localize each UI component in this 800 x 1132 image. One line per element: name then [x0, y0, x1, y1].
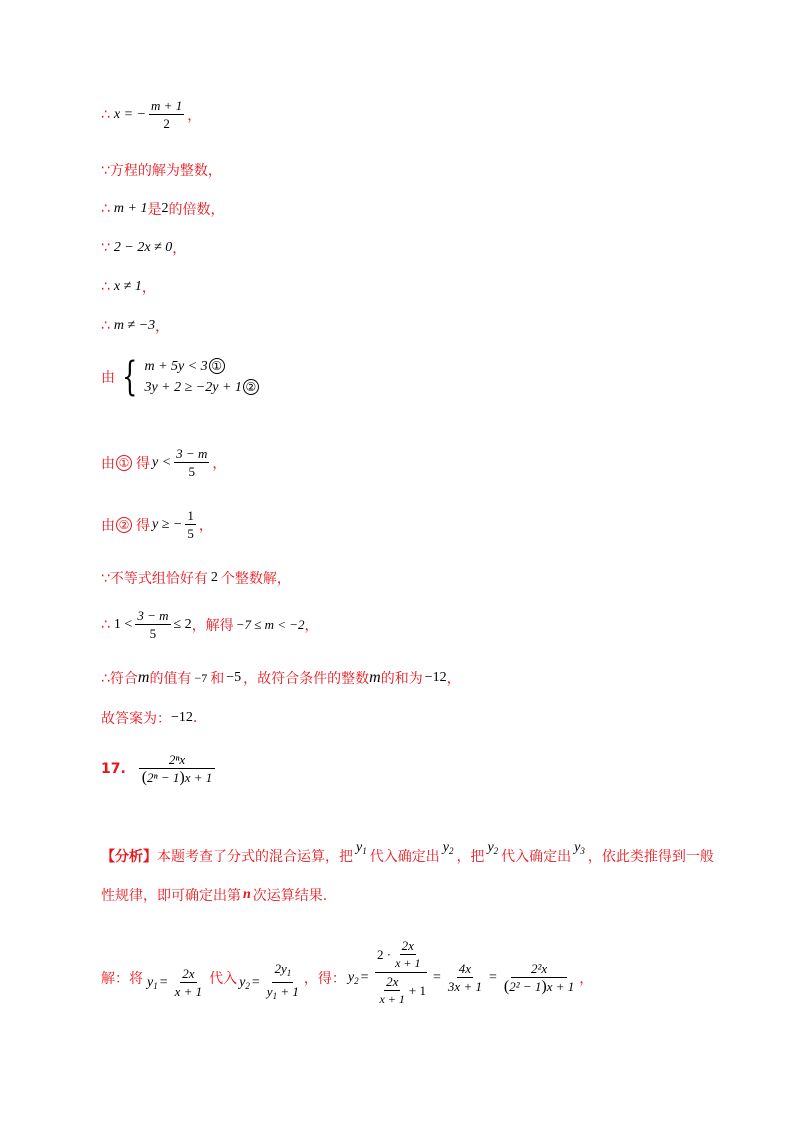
complex-fraction: 2 · $\frac{2x}{x + 1}$ $\frac{2x}{x + 1}$ + 1	[376, 938, 427, 1006]
line-from-1: 由 ① 得 y < $\frac{3 - m}{5}$ ，	[101, 446, 227, 479]
line-x-neq-1: ∴ x ≠ 1 ，	[101, 279, 156, 296]
therefore-symbol: ∴	[101, 106, 110, 123]
answer-17: 17. $\frac{\text{2ⁿx}}{\text{(2ⁿ − 1)x + 1}}$	[101, 752, 218, 785]
line-range-m: ∴ 1 < $\frac{3 - m}{5}$ ≤ 2 ，解得 −7 ≤ m < −2 ，	[101, 608, 319, 641]
line-integer-solution: ∵方程的解为整数，	[101, 163, 222, 179]
analysis-line-2: 性规律，即可确定出第 n 次运算结果.	[101, 887, 328, 904]
line-two-integer-solutions: ∵不等式组恰好有 2 个整数解，	[101, 570, 291, 587]
math-lhs: x = −	[113, 106, 147, 122]
left-brace: {	[122, 354, 138, 400]
line-from-2: 由 ② 得 y ≥ − $\frac{1}{5}$ ，	[101, 508, 213, 541]
question-number: 17.	[101, 760, 126, 777]
line-answer: 故答案为： −12 .	[101, 710, 198, 727]
line-sum-of-m: ∴符合 m 的值有 −7 和 −5 ，故符合条件的整数 m 的和为 −12 ，	[101, 669, 461, 687]
line-m-neq-minus3: ∴ m ≠ −3 ，	[101, 318, 170, 335]
solution-line: 解：将 $y_1$ = $\frac{2x}{x + 1}$ 代入 $y_2$ = $\frac{2y_1}{y_1 + 1}$ ，得： $y_2$ = 2 · $\frac{2x}{x + 1}$ $\frac{2x}{x + 1}$ + 1 = $\frac{4x}{3x + 1}$ = $\frac{\text{2²x}}{\text{(2² − 1)x + 1}}$ ，	[101, 938, 594, 1006]
line-x-eq: ∴ x = − $\frac{m + 1}{2}$ ，	[101, 98, 202, 131]
inequality-system: 由 { m + 5y < 3 ① 3y + 2 ≥ −2y + 1 ②	[101, 356, 259, 398]
analysis-line-1: 【分析】 本题考查了分式的混合运算，把 $y_1$ 代入确定出 $y_2$ ，把 $y_2$ 代入确定出 $y_3$ ，依此类推得到一般	[101, 840, 714, 865]
line-multiple-of-2: ∴ m + 1 是 2 的倍数，	[101, 201, 225, 218]
fraction: $\frac{m + 1}{2}$	[151, 98, 183, 131]
line-2-2x-neq-0: ∵ 2 − 2x ≠ 0 ，	[101, 240, 187, 257]
